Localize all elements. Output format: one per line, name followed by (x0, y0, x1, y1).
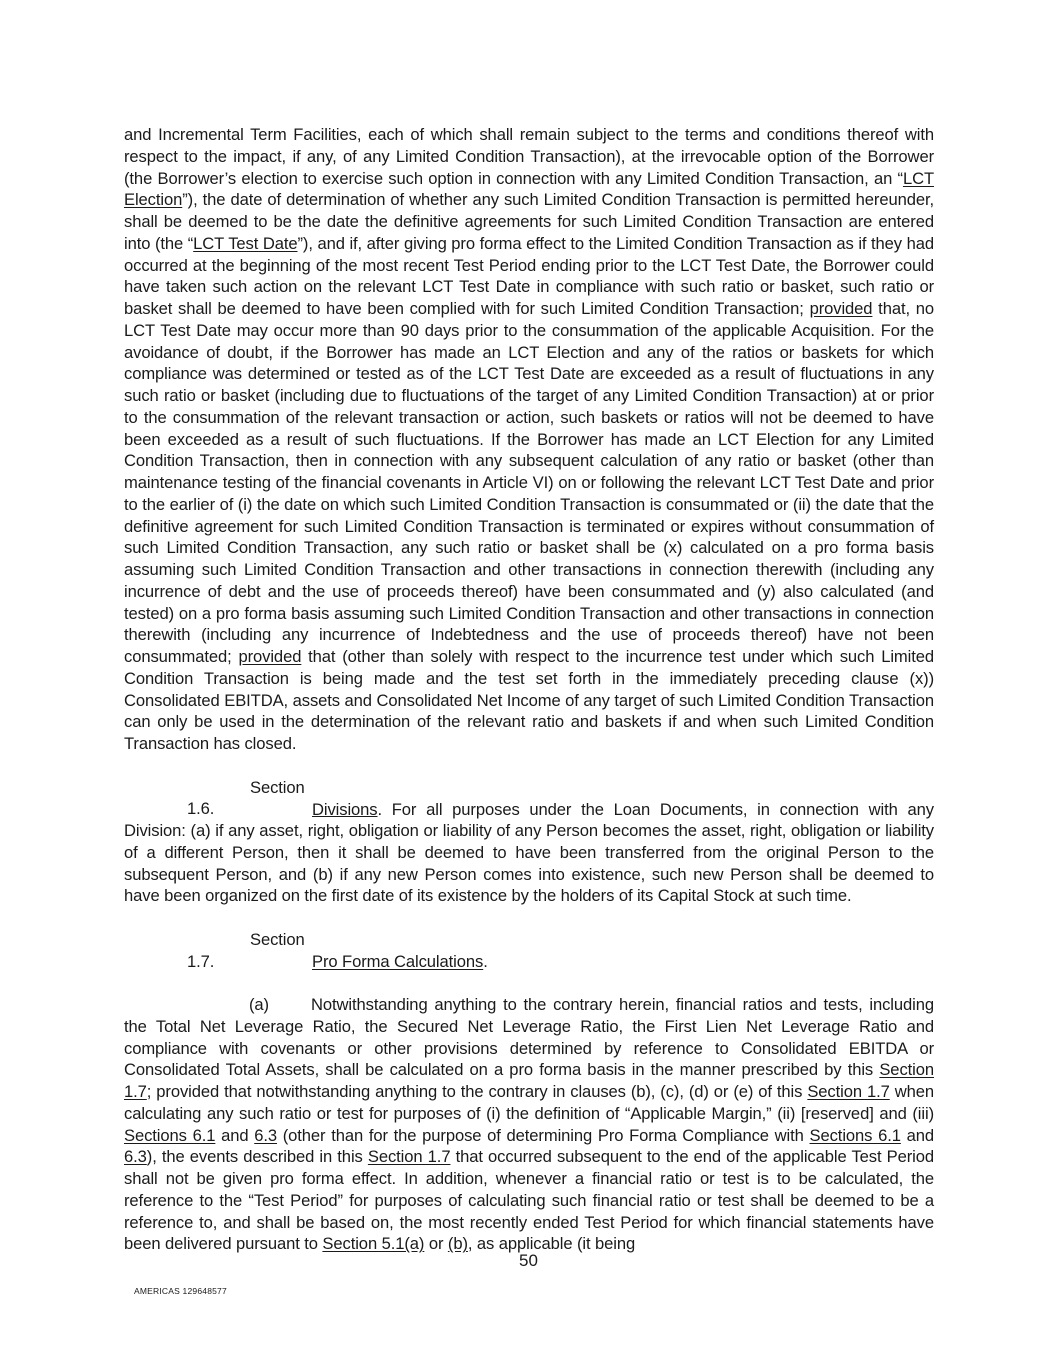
section-reference: Sections 6.1 (809, 1125, 901, 1145)
text-run: ), the events described in this (146, 1147, 368, 1167)
section-reference: Section 1.7 (367, 1147, 451, 1167)
text-run: (other than for the purpose of determining Pro Forma Compliance with (277, 1125, 810, 1145)
clause-label: (a) (249, 995, 269, 1014)
section-reference: Sections 6.1 (124, 1125, 216, 1145)
text-run: that occurred subsequent to the end of the applicable Test Period shall not be given pro forma effect. In addition, whenever a financial ratio or test is to be calculated, the reference to the “Test Period” for purposes of calculating such financial ratio or test shall be deemed to be a reference to, and shall be based on, the most recently ended Test Period for which financial statements have been delivered pursuant to (124, 1147, 934, 1254)
clause-a (124, 994, 934, 1255)
paragraph-gap (124, 907, 934, 929)
paragraph-lct-election (124, 124, 934, 755)
section-title-period: . (483, 951, 488, 971)
text-run: and (215, 1125, 255, 1145)
text-run: ; provided that notwithstanding anything to the contrary in clauses (b), (c), (d) or (e) of this (146, 1082, 808, 1101)
section-1-7-heading (124, 929, 934, 973)
text-run: when calculating any such ratio or test for purposes of (i) the definition of “Applicable Margin,” (ii) [reserved] and (iii) (124, 1082, 934, 1123)
section-reference: 6.3 (254, 1125, 277, 1145)
paragraph-gap (124, 755, 934, 777)
text-run: or (424, 1234, 448, 1254)
section-reference: 6.3 (124, 1147, 147, 1167)
section-reference: Section 5.1(a) (322, 1234, 425, 1254)
underlined-provided: provided (238, 647, 302, 666)
document-body (124, 124, 934, 1255)
text-run: ”), and if, after giving pro forma effect to the Limited Condition Transaction as if they had occurred at the beginning of the most recent Test Period ending prior to the LCT Test Date, the Borrower could have taken such action on the relevant LCT Test Date in compliance with such ratio or basket, such ratio or basket shall be deemed to have been complied with for such Limited Condition Transaction; (124, 233, 934, 318)
page-number: 50 (519, 1251, 538, 1270)
defined-term-lct-election: LCT Election (124, 168, 934, 210)
text-run: and (900, 1125, 934, 1145)
text-run: , as applicable (it being (467, 1234, 636, 1254)
text-run: that (other than solely with respect to the incurrence test under which such Limited Condition Transaction is being made and the test set forth in the immediately preceding clause (x)) Consolidated EBITDA, assets and Consolidated Net Income of any target of such Limited Condition Transaction can only be used in the determination of the relevant ratio and baskets if and when such Limited Condition Transaction has closed. (124, 647, 934, 753)
text-run: and Incremental Term Facilities, each of which shall remain subject to the terms and conditions thereof with respect to the impact, if any, of any Limited Condition Transaction), at the irrevocable option of the Borrower (the Borrower’s election to exercise such option in connection with any Limited Condition Transaction, an “ (124, 125, 934, 188)
underlined-provided: provided (809, 299, 873, 318)
text-run: that, no LCT Test Date may occur more than 90 days prior to the consummation of the applicable Acquisition. For the avoidance of doubt, if the Borrower has made an LCT Election and any of the ratios or baskets for which compliance was determined or tested as of the LCT Test Date are exceeded as a result of fluctuations in any such ratio or basket (including due to fluctuations of the target of any Limited Condition Transaction) at or prior to the consummation of the relevant transaction or action, such baskets or ratios will not be deemed to have been exceeded as a result of such fluctuations. If the Borrower has made an LCT Election for any Limited Condition Transaction, then in connection with any subsequent calculation of any ratio or basket (other than maintenance testing of the financial covenants in Article VI) on or following the relevant LCT Test Date and prior to the earlier of (i) the date on which such Limited Condition Transaction is consummated or (ii) the date that the definitive agreement for such Limited Condition Transaction is terminated or expires without consummation of such Limited Condition Transaction, any such ratio or basket shall be (x) calculated on a pro forma basis assuming such Limited Condition Transaction and other transactions in connection therewith (including any incurrence of debt and the use of proceeds thereof) have been consummated and (y) also calculated (and tested) on a pro forma basis assuming such Limited Condition Transaction and other transactions in connection therewith (including any incurrence of Indebtedness and the use of proceeds thereof) have not been consummated; (124, 299, 934, 666)
defined-term-lct-test-date: LCT Test Date (193, 233, 298, 253)
section-number: Section 1.7. (187, 929, 305, 971)
section-number: Section 1.6. (187, 777, 305, 819)
section-title-pro-forma-calculations: Pro Forma Calculations (312, 951, 484, 971)
section-text: For all purposes under the Loan Documents, in connection with any Division: (a) if any asset, right, obligation or liability of any Person becomes the asset, right, obligation or liability of a different Person, then it shall be deemed to have been transferred from the original Person to the subsequent Person, and (b) if any new Person comes into existence, such new Person shall be deemed to have been organized on the first date of its existence by the holders of its Capital Stock at such time. (124, 799, 934, 906)
section-reference: (b) (447, 1234, 468, 1254)
section-reference: Section 1.7 (124, 1060, 934, 1101)
text-run: Notwithstanding anything to the contrary herein, financial ratios and tests, including the Total Net Leverage Ratio, the Secured Net Leverage Ratio, the First Lien Net Leverage Ratio and compliance with covenants or other provisions determined by reference to Consolidated EBITDA or Consolidated Total Assets, shall be calculated on a pro forma basis in the manner prescribed by this (124, 995, 934, 1080)
paragraph-gap (124, 972, 934, 994)
section-reference: Section 1.7 (807, 1082, 890, 1101)
section-1-6 (124, 777, 934, 908)
section-title-divisions: Divisions (312, 799, 378, 819)
text-run: ”), the date of determination of whether any such Limited Condition Transaction is permitted hereunder, shall be deemed to be the date the definitive agreements for such Limited Condition Transaction are entered into (the “ (124, 190, 934, 253)
document-id-footer: AMERICAS 129648577 (134, 1286, 227, 1296)
section-title-period: . (377, 799, 383, 819)
